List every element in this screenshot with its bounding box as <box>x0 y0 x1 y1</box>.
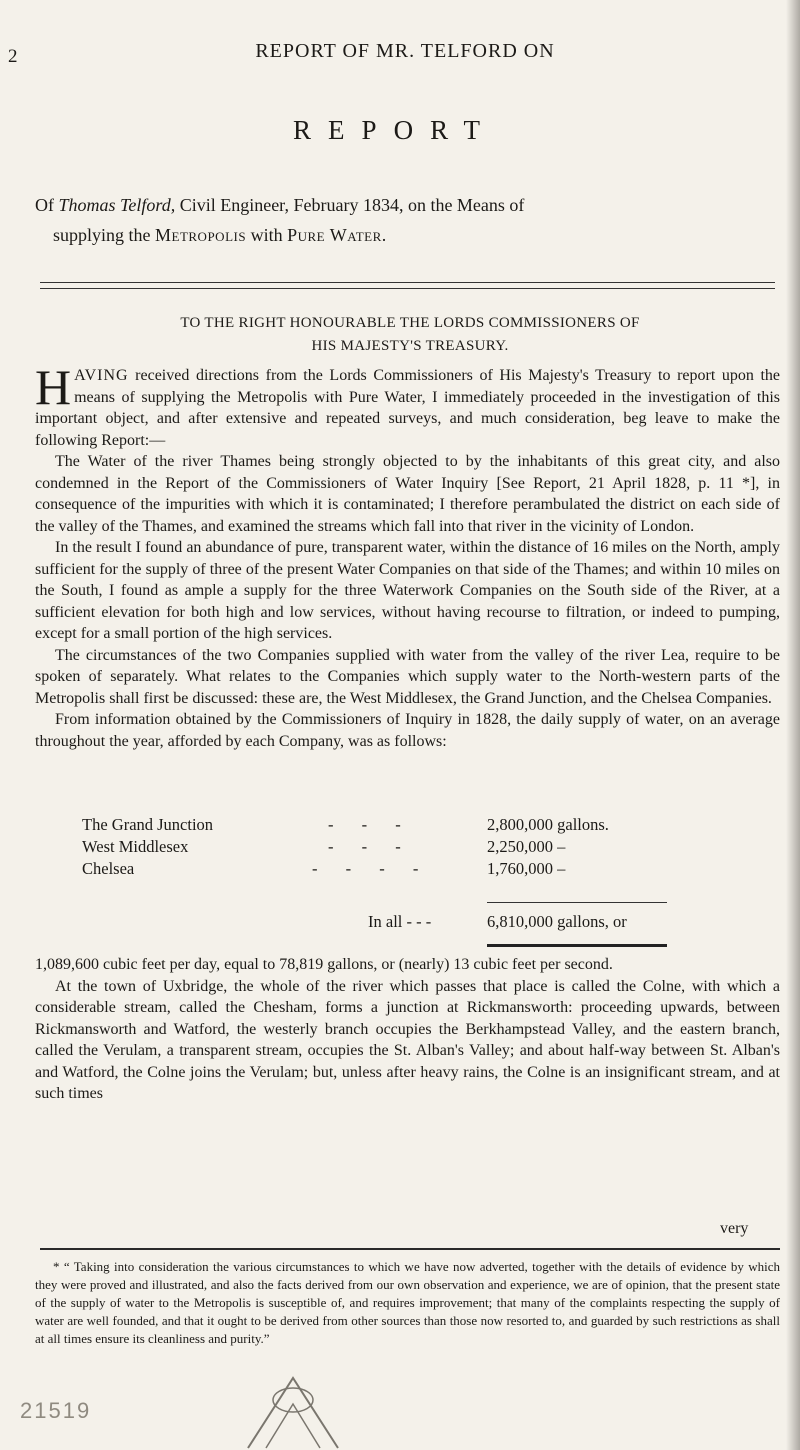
paragraph-1 <box>35 359 780 451</box>
title-divider <box>40 282 775 289</box>
catchword: very <box>720 1220 749 1237</box>
paragraph-3: In the result I found an abundance of pure, transparent water, within the distance of 16 miles on the North, amply sufficient for the supply of three of the present Water Companies on that side of the Thames; and within 10 miles on the South, I found as ample a supply for the three Waterwork Companies on the South side of the River, at a sufficient elevation for both high and low services, without having recourse to filtration, or indeed to pumping, except for a small portion of the high services. <box>35 539 780 642</box>
supply-amount: 2,250,000 – <box>487 837 566 856</box>
paragraph-7: At the town of Uxbridge, the whole of the river which passes that place is called the Colne, with which a considerable stream, called the Chesham, forms a junction at Rickmansworth: proceeding upwards, between Rickmansworth and Watford, the westerly branch occupies the Berkhampstead Valley, and the eastern branch, called the Verulam, a transparent stream, occupies the St. Alban's Valley; and about half-way between St. Alban's and Watford, the Colne joins the Verulam; but, unless after heavy rains, the Colne is an insignificant stream, and at such times <box>35 977 780 1102</box>
supply-amount: 1,760,000 – <box>487 859 566 878</box>
paragraph-6: 1,089,600 cubic feet per day, equal to 78,819 gallons, or (nearly) 13 cubic feet per second. <box>35 956 613 973</box>
leader-dashes: - - - <box>328 815 413 834</box>
leader-dashes: - - - <box>328 837 413 856</box>
library-stamp-icon <box>238 1370 348 1450</box>
drop-cap: H <box>35 359 72 415</box>
table-row <box>82 858 742 880</box>
body-text-lower <box>35 954 780 1105</box>
subtitle-line-2 <box>35 220 780 250</box>
paragraph-1-text: received directions from the Lords Commissioners of His Majesty's Treasury to report upon the means of supplying the Metropolis with Pure Water, I immediately proceeded in the investigation of this important object, and after extensive and repeated surveys, and much consideration, beg leave to make the following Report:— <box>35 367 780 449</box>
table-row <box>82 836 742 858</box>
table-row <box>82 814 742 836</box>
page-edge-shadow <box>786 0 800 1450</box>
page-number: 2 <box>8 46 18 67</box>
paragraph-2: The Water of the river Thames being strongly objected to by the inhabitants of this great city, and also condemned in the Report of the Commissioners of Water Inquiry [See Report, 21 April 1828, p. 11 *], in consequence of the impurities with which it is contaminated; I therefore perambulated the district on each side of the valley of the Thames, and examined the streams which fall into that river in the vicinity of London. <box>35 453 780 535</box>
total-rule <box>487 944 667 947</box>
address-line-1: TO THE RIGHT HONOURABLE THE LORDS COMMISSIONERS OF <box>180 315 640 331</box>
report-subtitle <box>35 190 780 250</box>
total-row <box>82 911 742 933</box>
subtitle-line2-prefix: supplying the <box>53 225 155 245</box>
address-line-2: HIS MAJESTY'S TREASURY. <box>311 338 509 354</box>
running-head: REPORT OF MR. TELFORD ON <box>255 40 555 62</box>
subtitle-line-1 <box>35 190 780 220</box>
body-text-upper <box>35 359 780 752</box>
subtitle-author: Thomas Telford, <box>58 195 176 215</box>
library-shelfmark: 21519 <box>20 1398 92 1423</box>
subtitle-line2-mid: with <box>246 225 288 245</box>
supply-amount: 2,800,000 gallons. <box>487 815 609 834</box>
paragraph-5: From information obtained by the Commissioners of Inquiry in 1828, the daily supply of water, on an average throughout the year, afforded by each Company, was as follows: <box>35 711 780 750</box>
address-block <box>160 312 660 358</box>
company-name: West Middlesex <box>82 837 189 856</box>
subtitle-prefix: Of <box>35 195 59 215</box>
company-name: The Grand Junction <box>82 815 214 834</box>
subtitle-pure-water: Pure Water. <box>287 225 387 245</box>
footnote-divider <box>40 1248 780 1250</box>
total-amount: 6,810,000 gallons, or <box>487 912 627 931</box>
sum-rule <box>487 902 667 903</box>
report-title: REPORT <box>293 115 497 145</box>
company-name: Chelsea <box>82 859 135 878</box>
water-supply-table <box>82 814 742 931</box>
leader-dashes: - - - - <box>312 859 431 878</box>
paragraph-1-caps: AVING <box>74 367 129 384</box>
total-label: In all - - - <box>368 912 432 931</box>
paragraph-4: The circumstances of the two Companies supplied with water from the valley of the river Lea, require to be spoken of separately. What relates to the Companies which supply water to the North-western parts of the Metropolis shall first be discussed: these are, the West Middlesex, the Grand Junction, and the Chelsea Companies. <box>35 646 780 707</box>
subtitle-rest: Civil Engineer, February 1834, on the Means of <box>175 195 525 215</box>
subtitle-metropolis: Metropolis <box>155 225 247 245</box>
footnote <box>35 1258 780 1348</box>
footnote-text: * “ Taking into consideration the various circumstances to which we have now adverted, together with the details of evidence by which they were proved and illustrated, and also the facts derived from our own observation and experience, we are of opinion, that the present state of the supply of water to the Metropolis is susceptible of, and requires improvement; that many of the complaints respecting the supply of water are well founded, and that it ought to be derived from other sources than those now resorted to, and guarded by such restrictions as shall at all times ensure its cleanliness and purity.” <box>35 1259 780 1346</box>
